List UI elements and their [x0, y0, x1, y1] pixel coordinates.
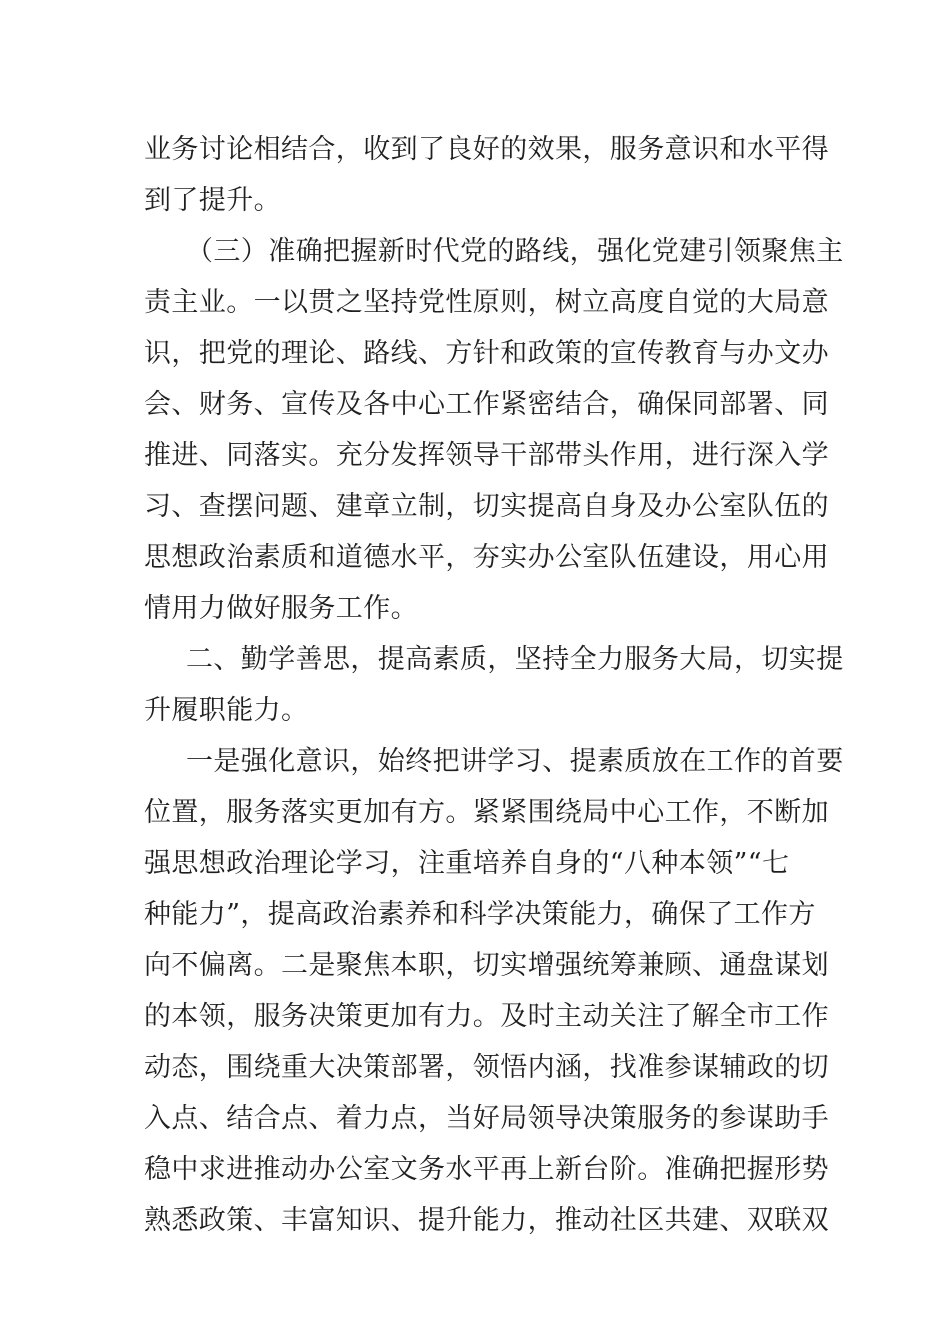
text-line: 习、查摆问题、建章立制，切实提高自身及办公室队伍的	[144, 491, 829, 522]
text-line: 思想政治素质和道德水平，夯实办公室队伍建设，用心用	[144, 542, 829, 573]
text-line: 升履职能力。	[144, 695, 309, 726]
text-line: 识，把党的理论、路线、方针和政策的宣传教育与办文办	[144, 338, 829, 369]
text-line: 责主业。一以贯之坚持党性原则，树立高度自觉的大局意	[144, 287, 829, 318]
section-heading-line: （三）准确把握新时代党的路线，强化党建引领聚焦主	[186, 236, 844, 267]
text-line: 业务讨论相结合，收到了良好的效果，服务意识和水平得	[144, 134, 829, 165]
text-line: 情用力做好服务工作。	[144, 593, 418, 624]
text-line: 到了提升。	[144, 185, 281, 216]
paragraph-start-line: 一是强化意识，始终把讲学习、提素质放在工作的首要	[186, 746, 844, 777]
text-line: 位置，服务落实更加有方。紧紧围绕局中心工作，不断加	[144, 797, 829, 828]
text-line: 熟悉政策、丰富知识、提升能力，推动社区共建、双联双	[144, 1205, 829, 1236]
text-line: 强思想政治理论学习，注重培养自身的“八种本领”“七	[144, 848, 790, 879]
section-heading-line: 二、勤学善思，提高素质，坚持全力服务大局，切实提	[186, 644, 844, 675]
text-line: 入点、结合点、着力点，当好局领导决策服务的参谋助手	[144, 1103, 829, 1134]
text-line: 推进、同落实。充分发挥领导干部带头作用，进行深入学	[144, 440, 829, 471]
text-line: 的本领，服务决策更加有力。及时主动关注了解全市工作	[144, 1001, 829, 1032]
text-line: 稳中求进推动办公室文务水平再上新台阶。准确把握形势	[144, 1154, 829, 1185]
text-line: 种能力”，提高政治素养和科学决策能力，确保了工作方	[144, 899, 816, 930]
text-line: 会、财务、宣传及各中心工作紧密结合，确保同部署、同	[144, 389, 829, 420]
text-line: 向不偏离。二是聚焦本职，切实增强统筹兼顾、通盘谋划	[144, 950, 829, 981]
text-line: 动态，围绕重大决策部署，领悟内涵，找准参谋辅政的切	[144, 1052, 829, 1083]
